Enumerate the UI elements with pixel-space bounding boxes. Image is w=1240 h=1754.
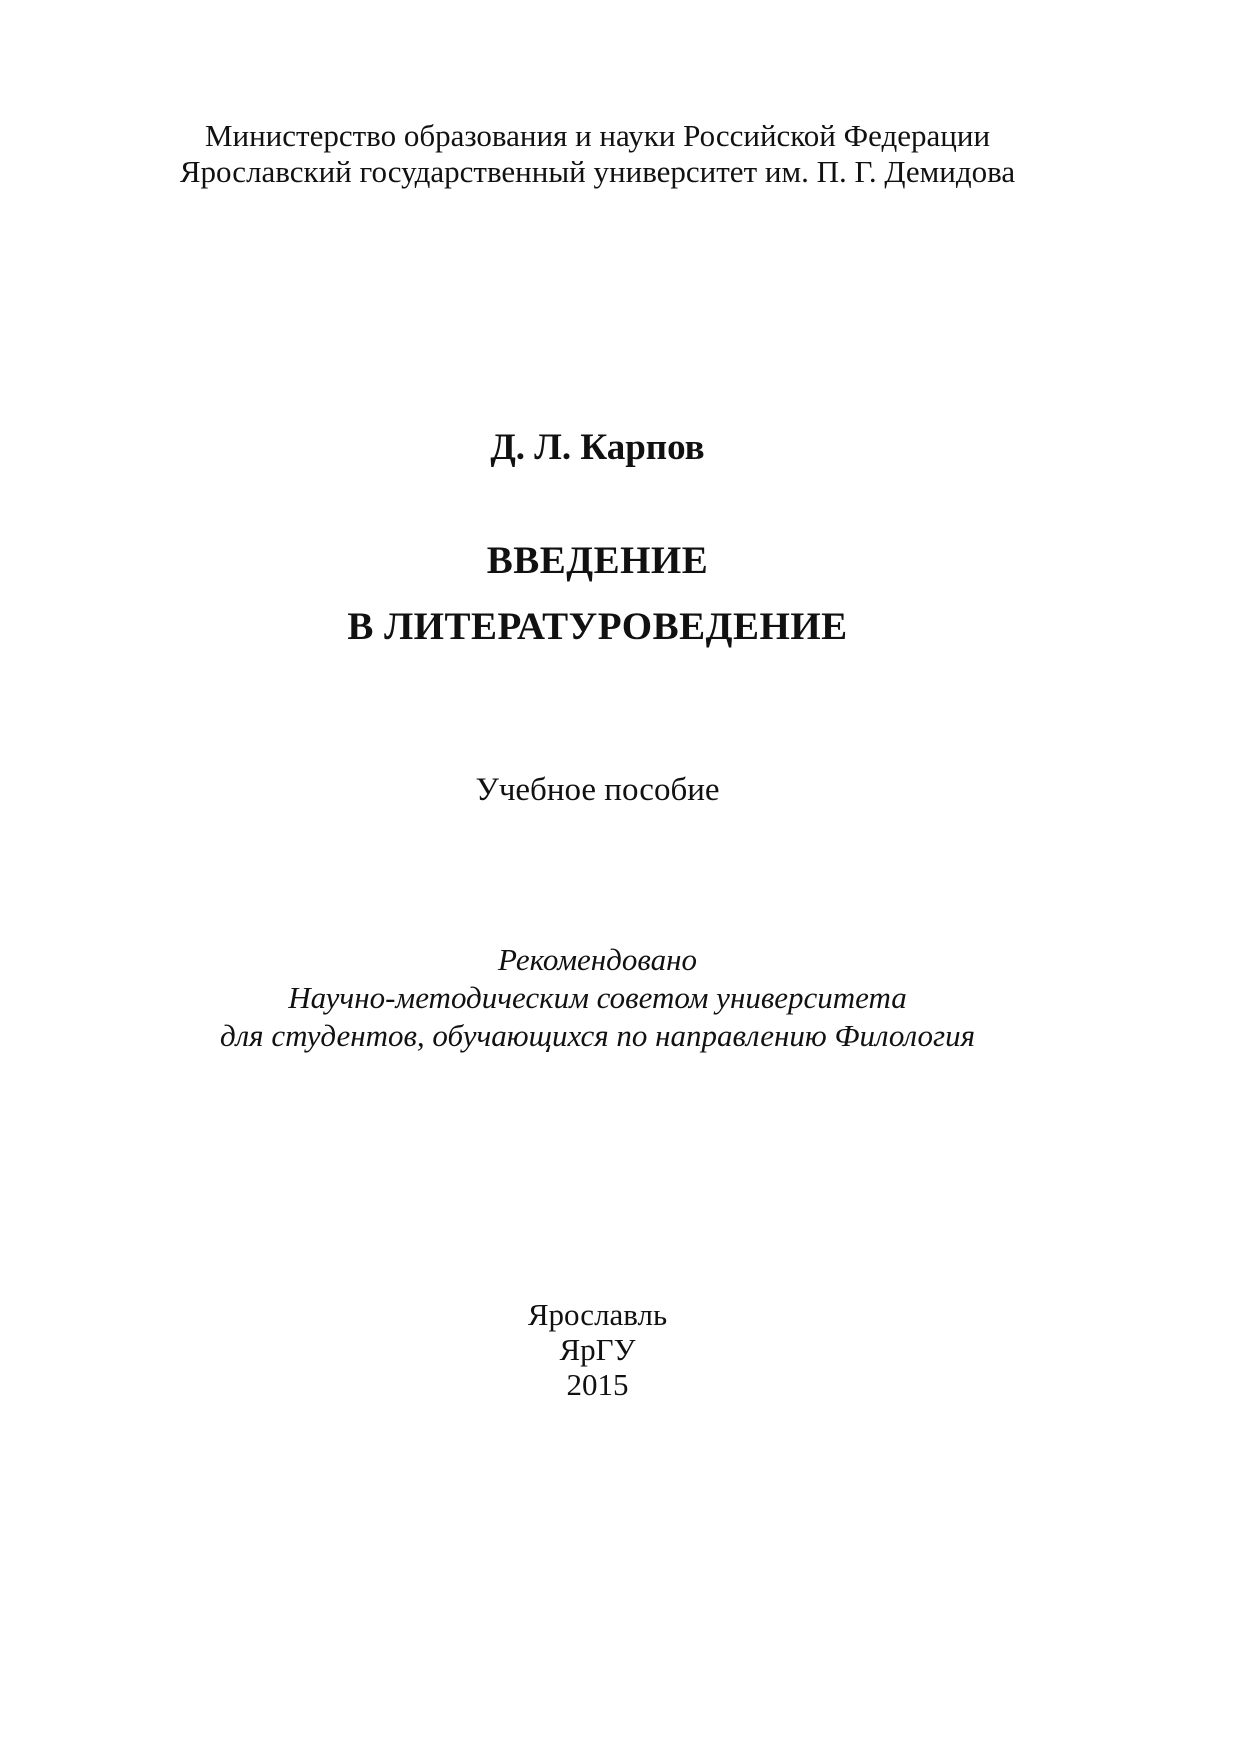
- title-line-1: ВВЕДЕНИЕ: [486, 539, 709, 582]
- subtitle: Учебное пособие: [475, 772, 720, 808]
- title-line-2: В ЛИТЕРАТУРОВЕДЕНИЕ: [347, 605, 848, 648]
- imprint-year: 2015: [566, 1367, 629, 1402]
- recommendation-line-2: Научно-методическим советом университета: [288, 980, 907, 1015]
- author-name: Д. Л. Карпов: [490, 427, 705, 468]
- ministry-line: Министерство образования и науки Российской Федерации: [204, 118, 991, 153]
- imprint-publisher: ЯрГУ: [559, 1332, 636, 1367]
- recommendation-line-1: Рекомендовано: [498, 942, 697, 977]
- imprint-city: Ярославль: [527, 1297, 668, 1332]
- recommendation-line-3: для студентов, обучающихся по направлению Филология: [219, 1018, 975, 1053]
- university-line: Ярославский государственный университет им. П. Г. Демидова: [179, 154, 1016, 189]
